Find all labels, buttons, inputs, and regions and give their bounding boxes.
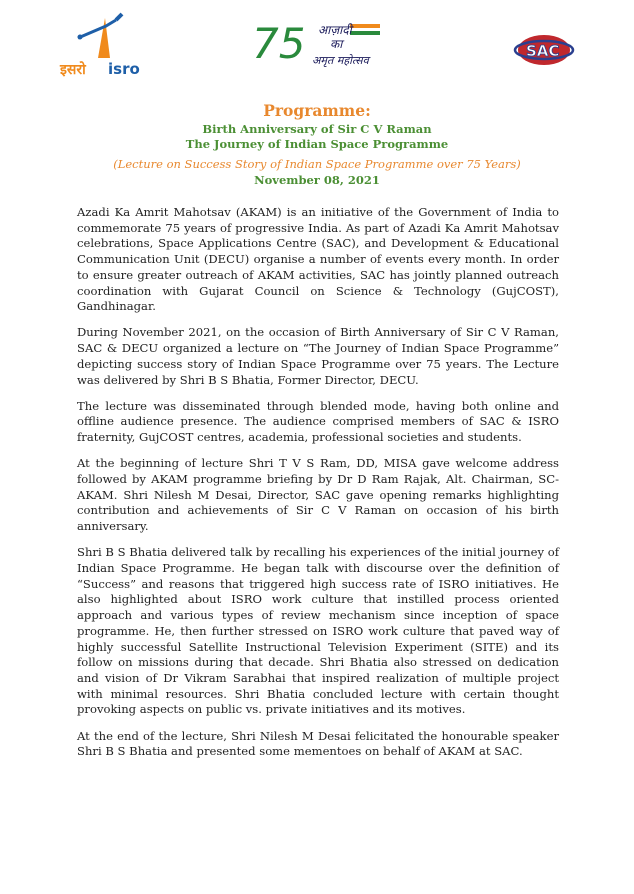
programme-title: Programme:: [263, 101, 371, 120]
programme-date: November 08, 2021: [254, 173, 380, 187]
isro-english-text: isro: [108, 60, 140, 78]
sac-text: SAC: [526, 42, 560, 60]
programme-subtitle-1: Birth Anniversary of Sir C V Raman: [202, 122, 432, 136]
akam-line3: अमृत महोत्सव: [312, 54, 369, 67]
akam-number: 75: [252, 19, 306, 68]
paragraph-closing: At the end of the lecture, Shri Nilesh M Desai felicitated the honourable speaker Shri B S Bhatia and presented some mementoes on behalf of AKAM at SAC.: [77, 728, 559, 759]
programme-subtitle-2: The Journey of Indian Space Programme: [185, 137, 449, 151]
document-body: [77, 205, 559, 771]
paragraph-audience: The lecture was disseminated through blended mode, having both online and offline audience presence. The audience comprised members of SAC & ISRO fraternity, GujCOST centres, academia, professional societies and students.: [77, 398, 559, 445]
akam-line2: का: [330, 37, 343, 51]
paragraph-intro: Azadi Ka Amrit Mahotsav (AKAM) is an initiative of the Government of India to commemorate 75 years of progressive India. As part of Azadi Ka Amrit Mahotsav celebrations, Space Applications Centre (SAC), and Development & Educational Communication Unit (DECU) organise a number of events every month. In order to ensure greater outreach of AKAM activities, SAC has jointly planned outreach coordination with Gujarat Council on Science & Technology (GujCOST), Gandhinagar.: [77, 205, 559, 314]
isro-logo: [58, 8, 154, 78]
lecture-description: (Lecture on Success Story of Indian Space Programme over 75 Years): [113, 157, 521, 171]
flag-green-stripe: [350, 31, 380, 35]
akam-logo: [250, 14, 390, 76]
akam-line1: आज़ादी: [318, 23, 352, 37]
isro-hindi-text: इसरो: [60, 62, 86, 78]
flag-white-stripe: [350, 28, 380, 31]
sac-logo: [512, 30, 576, 70]
isro-rocket-icon: [58, 8, 154, 78]
paragraph-lecture-announcement: During November 2021, on the occasion of Birth Anniversary of Sir C V Raman, SAC & DECU organized a lecture on “The Journey of Indian Space Programme” depicting success story of Indian Space Programme over 75 years. The Lecture was delivered by Shri B S Bhatia, Former Director, DECU.: [77, 325, 559, 387]
paragraph-opening: At the beginning of lecture Shri T V S Ram, DD, MISA gave welcome address followed by AKAM programme briefing by Dr D Ram Rajak, Alt. Chairman, SC-AKAM. Shri Nilesh M Desai, Director, SAC gave opening remarks highlighting contribution and achievements of Sir C V Raman on occasion of his birth anniversary.: [77, 456, 559, 534]
paragraph-talk-summary: Shri B S Bhatia delivered talk by recalling his experiences of the initial journey of Indian Space Programme. He began talk with discourse over the definition of “Success” and reasons that triggered high success rate of ISRO initiatives. He also highlighted about ISRO work culture that instilled process oriented approach and various types of review mechanism since inception of space programme. He, then further stressed on ISRO work culture that paved way of highly successful Satellite Instructional Television Experiment (SITE) and its follow on missions during that decade. Shri Bhatia also stressed on dedication and vision of Dr Vikram Sarabhai that inspired realization of multiple project with minimal resources. Shri Bhatia concluded lecture with certain thought provoking aspects on public vs. private initiatives and its motives.: [77, 545, 559, 717]
flag-saffron-stripe: [350, 24, 380, 28]
